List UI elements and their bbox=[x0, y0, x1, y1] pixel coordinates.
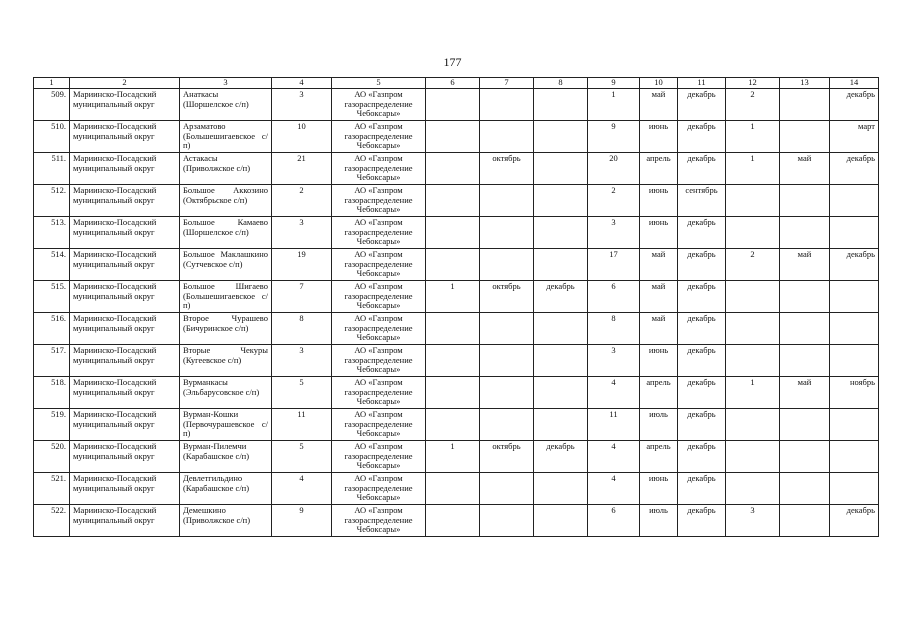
col14-cell bbox=[830, 473, 879, 505]
col8-cell bbox=[534, 89, 588, 121]
district-cell: Мариинско-Посадский муниципальный округ bbox=[70, 217, 180, 249]
col6-cell bbox=[426, 153, 480, 185]
col6-cell bbox=[426, 249, 480, 281]
col8-cell bbox=[534, 313, 588, 345]
col11-cell: декабрь bbox=[678, 153, 726, 185]
count-cell: 3 bbox=[272, 217, 332, 249]
table-row bbox=[34, 473, 879, 505]
col9-cell: 1 bbox=[588, 89, 640, 121]
col7-cell bbox=[480, 89, 534, 121]
col7-cell bbox=[480, 377, 534, 409]
col13-cell: май bbox=[780, 153, 830, 185]
col13-cell bbox=[780, 441, 830, 473]
col12-cell: 2 bbox=[726, 89, 780, 121]
settlement-cell: Большое Маклашкино (Сутчевское с/п) bbox=[180, 249, 272, 281]
col9-cell: 4 bbox=[588, 441, 640, 473]
district-cell: Мариинско-Посадский муниципальный округ bbox=[70, 505, 180, 537]
district-cell: Мариинско-Посадский муниципальный округ bbox=[70, 281, 180, 313]
count-cell: 9 bbox=[272, 505, 332, 537]
column-header-12: 12 bbox=[726, 78, 780, 89]
col7-cell bbox=[480, 249, 534, 281]
col10-cell: июль bbox=[640, 505, 678, 537]
col14-cell bbox=[830, 185, 879, 217]
district-cell: Мариинско-Посадский муниципальный округ bbox=[70, 249, 180, 281]
col7-cell bbox=[480, 185, 534, 217]
settlement-cell: Вторые Чекуры (Кугеевское с/п) bbox=[180, 345, 272, 377]
settlement-cell: Большое Камаево (Шоршелское с/п) bbox=[180, 217, 272, 249]
row-number: 517. bbox=[34, 345, 70, 377]
col12-cell: 2 bbox=[726, 249, 780, 281]
col13-cell: май bbox=[780, 377, 830, 409]
col11-cell: декабрь bbox=[678, 89, 726, 121]
row-number: 515. bbox=[34, 281, 70, 313]
col12-cell: 1 bbox=[726, 377, 780, 409]
district-cell: Мариинско-Посадский муниципальный округ bbox=[70, 121, 180, 153]
col12-cell bbox=[726, 345, 780, 377]
col8-cell bbox=[534, 505, 588, 537]
col12-cell: 1 bbox=[726, 121, 780, 153]
organization-cell: АО «Газпром газораспределение Чебоксары» bbox=[332, 441, 426, 473]
col11-cell: декабрь bbox=[678, 505, 726, 537]
column-header-7: 7 bbox=[480, 78, 534, 89]
count-cell: 7 bbox=[272, 281, 332, 313]
col13-cell bbox=[780, 313, 830, 345]
row-number: 522. bbox=[34, 505, 70, 537]
col8-cell bbox=[534, 377, 588, 409]
settlement-cell: Демешкино (Приволжское с/п) bbox=[180, 505, 272, 537]
col13-cell bbox=[780, 505, 830, 537]
row-number: 511. bbox=[34, 153, 70, 185]
settlement-cell: Анаткасы (Шоршелское с/п) bbox=[180, 89, 272, 121]
col10-cell: апрель bbox=[640, 377, 678, 409]
organization-cell: АО «Газпром газораспределение Чебоксары» bbox=[332, 249, 426, 281]
organization-cell: АО «Газпром газораспределение Чебоксары» bbox=[332, 153, 426, 185]
column-header-13: 13 bbox=[780, 78, 830, 89]
col8-cell bbox=[534, 121, 588, 153]
organization-cell: АО «Газпром газораспределение Чебоксары» bbox=[332, 473, 426, 505]
header-row bbox=[34, 78, 879, 89]
col13-cell bbox=[780, 185, 830, 217]
organization-cell: АО «Газпром газораспределение Чебоксары» bbox=[332, 281, 426, 313]
col6-cell: 1 bbox=[426, 441, 480, 473]
district-cell: Мариинско-Посадский муниципальный округ bbox=[70, 313, 180, 345]
organization-cell: АО «Газпром газораспределение Чебоксары» bbox=[332, 409, 426, 441]
col8-cell: декабрь bbox=[534, 281, 588, 313]
row-number: 518. bbox=[34, 377, 70, 409]
col6-cell bbox=[426, 217, 480, 249]
col6-cell bbox=[426, 505, 480, 537]
table-row bbox=[34, 153, 879, 185]
col10-cell: июль bbox=[640, 409, 678, 441]
col12-cell bbox=[726, 281, 780, 313]
settlement-cell: Вурман-Пилемчи (Карабашское с/п) bbox=[180, 441, 272, 473]
settlement-cell: Астакасы (Приволжское с/п) bbox=[180, 153, 272, 185]
count-cell: 19 bbox=[272, 249, 332, 281]
col6-cell bbox=[426, 377, 480, 409]
settlement-cell: Вурман-Кошки (Первочурашевское с/п) bbox=[180, 409, 272, 441]
col10-cell: июнь bbox=[640, 121, 678, 153]
col12-cell: 3 bbox=[726, 505, 780, 537]
col7-cell: октябрь bbox=[480, 281, 534, 313]
table-row bbox=[34, 185, 879, 217]
row-number: 510. bbox=[34, 121, 70, 153]
column-header-5: 5 bbox=[332, 78, 426, 89]
col13-cell bbox=[780, 345, 830, 377]
col8-cell bbox=[534, 153, 588, 185]
row-number: 519. bbox=[34, 409, 70, 441]
page-number: 177 bbox=[443, 55, 462, 69]
count-cell: 3 bbox=[272, 345, 332, 377]
col14-cell bbox=[830, 313, 879, 345]
col13-cell bbox=[780, 121, 830, 153]
table-row bbox=[34, 121, 879, 153]
column-header-8: 8 bbox=[534, 78, 588, 89]
table-row bbox=[34, 345, 879, 377]
count-cell: 5 bbox=[272, 377, 332, 409]
col6-cell bbox=[426, 473, 480, 505]
col12-cell bbox=[726, 313, 780, 345]
col11-cell: декабрь bbox=[678, 121, 726, 153]
row-number: 513. bbox=[34, 217, 70, 249]
col6-cell bbox=[426, 89, 480, 121]
col9-cell: 17 bbox=[588, 249, 640, 281]
col12-cell bbox=[726, 185, 780, 217]
table-row bbox=[34, 377, 879, 409]
col14-cell bbox=[830, 441, 879, 473]
col12-cell bbox=[726, 409, 780, 441]
col14-cell bbox=[830, 281, 879, 313]
count-cell: 21 bbox=[272, 153, 332, 185]
col7-cell bbox=[480, 345, 534, 377]
col10-cell: июнь bbox=[640, 473, 678, 505]
col9-cell: 4 bbox=[588, 473, 640, 505]
organization-cell: АО «Газпром газораспределение Чебоксары» bbox=[332, 345, 426, 377]
col8-cell bbox=[534, 409, 588, 441]
district-cell: Мариинско-Посадский муниципальный округ bbox=[70, 441, 180, 473]
col11-cell: декабрь bbox=[678, 409, 726, 441]
col7-cell bbox=[480, 121, 534, 153]
column-header-2: 2 bbox=[70, 78, 180, 89]
table-row bbox=[34, 217, 879, 249]
col13-cell bbox=[780, 217, 830, 249]
col11-cell: декабрь bbox=[678, 313, 726, 345]
table-row bbox=[34, 89, 879, 121]
col7-cell bbox=[480, 217, 534, 249]
row-number: 521. bbox=[34, 473, 70, 505]
col10-cell: июнь bbox=[640, 185, 678, 217]
column-header-14: 14 bbox=[830, 78, 879, 89]
count-cell: 5 bbox=[272, 441, 332, 473]
col7-cell: октябрь bbox=[480, 153, 534, 185]
row-number: 516. bbox=[34, 313, 70, 345]
col10-cell: июнь bbox=[640, 217, 678, 249]
col9-cell: 11 bbox=[588, 409, 640, 441]
col9-cell: 8 bbox=[588, 313, 640, 345]
settlement-cell: Большое Шигаево (Большешигаевское с/п) bbox=[180, 281, 272, 313]
table-body bbox=[34, 89, 879, 537]
column-header-11: 11 bbox=[678, 78, 726, 89]
col8-cell bbox=[534, 249, 588, 281]
col9-cell: 3 bbox=[588, 345, 640, 377]
col9-cell: 6 bbox=[588, 505, 640, 537]
row-number: 509. bbox=[34, 89, 70, 121]
table-row bbox=[34, 313, 879, 345]
col10-cell: май bbox=[640, 313, 678, 345]
col13-cell bbox=[780, 409, 830, 441]
settlement-cell: Девлетгильдино (Карабашское с/п) bbox=[180, 473, 272, 505]
table-header bbox=[34, 78, 879, 89]
table-row bbox=[34, 505, 879, 537]
col13-cell bbox=[780, 281, 830, 313]
district-cell: Мариинско-Посадский муниципальный округ bbox=[70, 377, 180, 409]
table-row bbox=[34, 409, 879, 441]
count-cell: 10 bbox=[272, 121, 332, 153]
district-cell: Мариинско-Посадский муниципальный округ bbox=[70, 185, 180, 217]
count-cell: 3 bbox=[272, 89, 332, 121]
col7-cell bbox=[480, 473, 534, 505]
col14-cell: ноябрь bbox=[830, 377, 879, 409]
col12-cell: 1 bbox=[726, 153, 780, 185]
col11-cell: декабрь bbox=[678, 249, 726, 281]
col14-cell: декабрь bbox=[830, 249, 879, 281]
col12-cell bbox=[726, 441, 780, 473]
settlement-cell: Большое Аккозино (Октябрьское с/п) bbox=[180, 185, 272, 217]
col9-cell: 6 bbox=[588, 281, 640, 313]
organization-cell: АО «Газпром газораспределение Чебоксары» bbox=[332, 185, 426, 217]
col6-cell bbox=[426, 185, 480, 217]
count-cell: 8 bbox=[272, 313, 332, 345]
col9-cell: 9 bbox=[588, 121, 640, 153]
col11-cell: декабрь bbox=[678, 441, 726, 473]
table-row bbox=[34, 281, 879, 313]
col6-cell bbox=[426, 345, 480, 377]
col7-cell bbox=[480, 505, 534, 537]
district-cell: Мариинско-Посадский муниципальный округ bbox=[70, 473, 180, 505]
col13-cell: май bbox=[780, 249, 830, 281]
settlement-cell: Вурманкасы (Эльбарусовское с/п) bbox=[180, 377, 272, 409]
col11-cell: декабрь bbox=[678, 345, 726, 377]
col10-cell: апрель bbox=[640, 153, 678, 185]
col13-cell bbox=[780, 473, 830, 505]
col10-cell: май bbox=[640, 281, 678, 313]
count-cell: 2 bbox=[272, 185, 332, 217]
col10-cell: май bbox=[640, 89, 678, 121]
col8-cell bbox=[534, 185, 588, 217]
col11-cell: декабрь bbox=[678, 377, 726, 409]
col6-cell bbox=[426, 313, 480, 345]
col11-cell: декабрь bbox=[678, 281, 726, 313]
col7-cell: октябрь bbox=[480, 441, 534, 473]
column-header-6: 6 bbox=[426, 78, 480, 89]
col8-cell bbox=[534, 345, 588, 377]
col12-cell bbox=[726, 473, 780, 505]
col7-cell bbox=[480, 409, 534, 441]
col14-cell bbox=[830, 345, 879, 377]
col11-cell: сентябрь bbox=[678, 185, 726, 217]
row-number: 520. bbox=[34, 441, 70, 473]
col14-cell: декабрь bbox=[830, 89, 879, 121]
district-cell: Мариинско-Посадский муниципальный округ bbox=[70, 89, 180, 121]
col13-cell bbox=[780, 89, 830, 121]
col8-cell: декабрь bbox=[534, 441, 588, 473]
col14-cell bbox=[830, 409, 879, 441]
col8-cell bbox=[534, 473, 588, 505]
organization-cell: АО «Газпром газораспределение Чебоксары» bbox=[332, 377, 426, 409]
col14-cell: декабрь bbox=[830, 153, 879, 185]
col14-cell: декабрь bbox=[830, 505, 879, 537]
table-row bbox=[34, 249, 879, 281]
district-cell: Мариинско-Посадский муниципальный округ bbox=[70, 409, 180, 441]
organization-cell: АО «Газпром газораспределение Чебоксары» bbox=[332, 313, 426, 345]
col9-cell: 4 bbox=[588, 377, 640, 409]
col11-cell: декабрь bbox=[678, 217, 726, 249]
col10-cell: апрель bbox=[640, 441, 678, 473]
organization-cell: АО «Газпром газораспределение Чебоксары» bbox=[332, 121, 426, 153]
schedule-table bbox=[33, 77, 879, 537]
table-row bbox=[34, 441, 879, 473]
settlement-cell: Арзаматово (Большешигаевское с/п) bbox=[180, 121, 272, 153]
district-cell: Мариинско-Посадский муниципальный округ bbox=[70, 345, 180, 377]
col14-cell: март bbox=[830, 121, 879, 153]
column-header-1: 1 bbox=[34, 78, 70, 89]
col10-cell: май bbox=[640, 249, 678, 281]
col9-cell: 3 bbox=[588, 217, 640, 249]
organization-cell: АО «Газпром газораспределение Чебоксары» bbox=[332, 217, 426, 249]
col12-cell bbox=[726, 217, 780, 249]
col9-cell: 2 bbox=[588, 185, 640, 217]
column-header-3: 3 bbox=[180, 78, 272, 89]
col9-cell: 20 bbox=[588, 153, 640, 185]
organization-cell: АО «Газпром газораспределение Чебоксары» bbox=[332, 89, 426, 121]
col6-cell: 1 bbox=[426, 281, 480, 313]
organization-cell: АО «Газпром газораспределение Чебоксары» bbox=[332, 505, 426, 537]
col6-cell bbox=[426, 409, 480, 441]
col10-cell: июнь bbox=[640, 345, 678, 377]
row-number: 512. bbox=[34, 185, 70, 217]
settlement-cell: Второе Чурашево (Бичуринское с/п) bbox=[180, 313, 272, 345]
column-header-4: 4 bbox=[272, 78, 332, 89]
col14-cell bbox=[830, 217, 879, 249]
column-header-10: 10 bbox=[640, 78, 678, 89]
row-number: 514. bbox=[34, 249, 70, 281]
column-header-9: 9 bbox=[588, 78, 640, 89]
col6-cell bbox=[426, 121, 480, 153]
count-cell: 11 bbox=[272, 409, 332, 441]
count-cell: 4 bbox=[272, 473, 332, 505]
district-cell: Мариинско-Посадский муниципальный округ bbox=[70, 153, 180, 185]
col8-cell bbox=[534, 217, 588, 249]
col11-cell: декабрь bbox=[678, 473, 726, 505]
col7-cell bbox=[480, 313, 534, 345]
